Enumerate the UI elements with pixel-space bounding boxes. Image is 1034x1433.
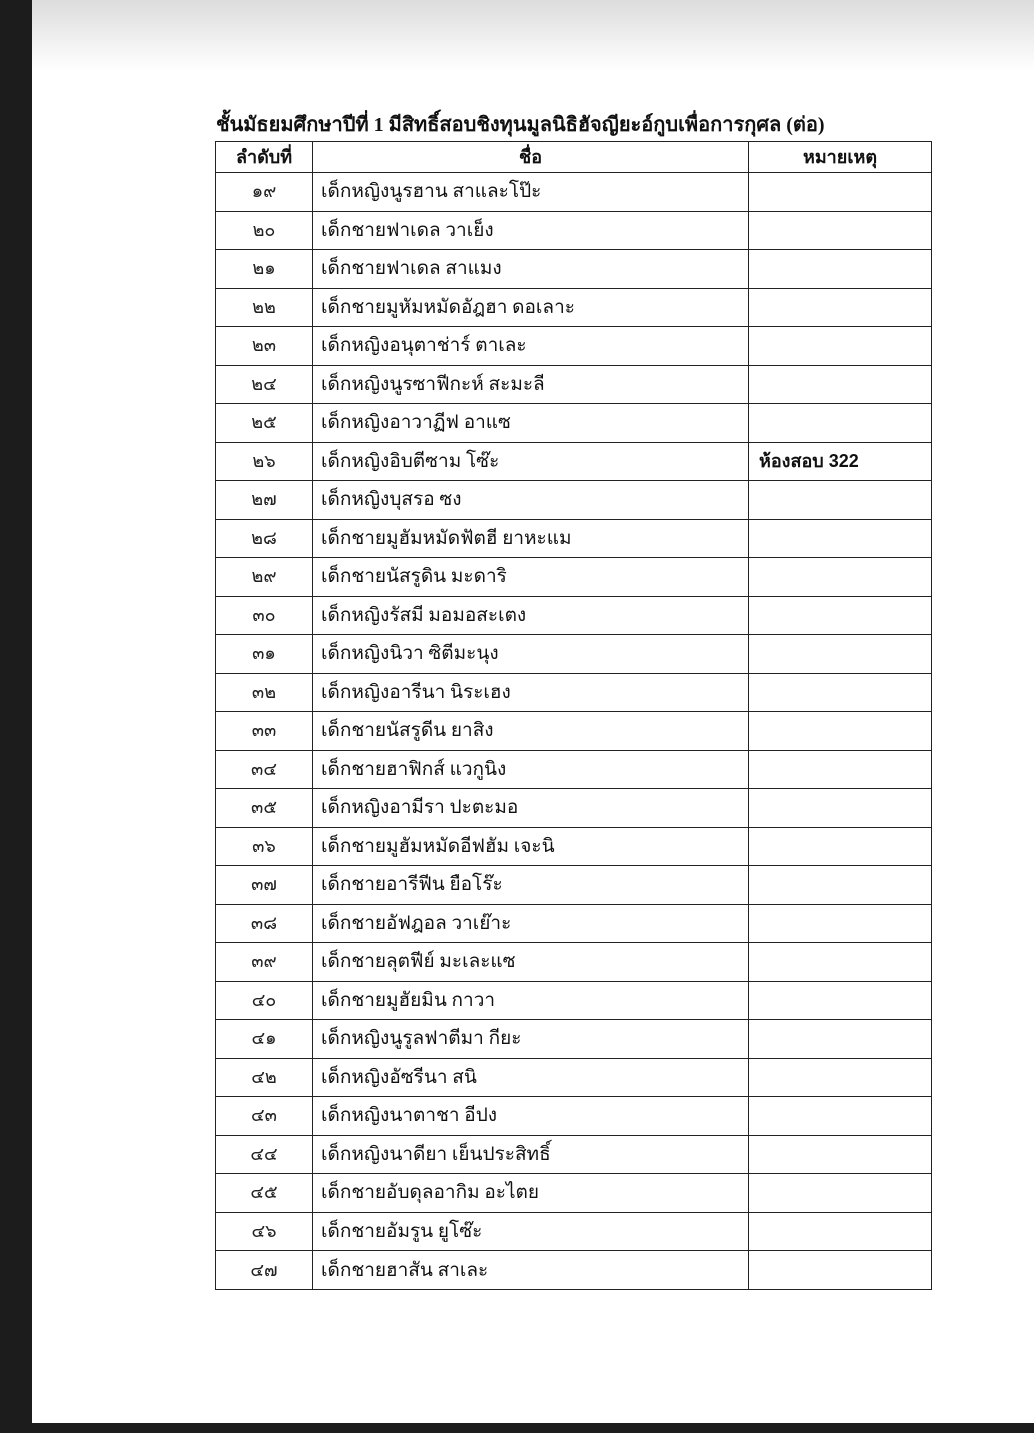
student-name: เด็กชายอับดุลอากิม อะไตย bbox=[313, 1174, 749, 1213]
student-name: เด็กหญิงอิบตีซาม โซ๊ะ bbox=[313, 442, 749, 481]
row-remark bbox=[749, 558, 932, 597]
student-name: เด็กหญิงบุสรอ ซง bbox=[313, 481, 749, 520]
student-name: เด็กชายมูหัมหมัดอัฎฮา ดอเลาะ bbox=[313, 288, 749, 327]
table-row bbox=[216, 866, 932, 905]
table-body bbox=[216, 173, 932, 1290]
table-row bbox=[216, 1212, 932, 1251]
row-number: ๒๙ bbox=[216, 558, 313, 597]
row-remark bbox=[749, 250, 932, 289]
student-name: เด็กชายนัสรูดีน ยาสิง bbox=[313, 712, 749, 751]
table-row bbox=[216, 442, 932, 481]
row-remark bbox=[749, 173, 932, 212]
row-remark bbox=[749, 981, 932, 1020]
row-number: ๔๑ bbox=[216, 1020, 313, 1059]
student-name: เด็กชายมูฮัมหมัดอีฟฮัม เจะนิ bbox=[313, 827, 749, 866]
student-name: เด็กชายอัมรูน ยูโซ๊ะ bbox=[313, 1212, 749, 1251]
student-name: เด็กชายฟาเดล สาแมง bbox=[313, 250, 749, 289]
row-number: ๔๗ bbox=[216, 1251, 313, 1290]
student-name: เด็กหญิงอามีรา ปะตะมอ bbox=[313, 789, 749, 828]
student-name: เด็กหญิงนาตาชา อีปง bbox=[313, 1097, 749, 1136]
student-name: เด็กหญิงนูรซาฟีกะห์ สะมะลี bbox=[313, 365, 749, 404]
table-row bbox=[216, 712, 932, 751]
row-number: ๒๗ bbox=[216, 481, 313, 520]
student-name: เด็กหญิงนิวา ซิตีมะนุง bbox=[313, 635, 749, 674]
table-row bbox=[216, 481, 932, 520]
row-remark bbox=[749, 596, 932, 635]
row-number: ๔๒ bbox=[216, 1058, 313, 1097]
row-remark bbox=[749, 481, 932, 520]
row-number: ๑๙ bbox=[216, 173, 313, 212]
row-remark bbox=[749, 327, 932, 366]
table-row bbox=[216, 1135, 932, 1174]
row-number: ๓๙ bbox=[216, 943, 313, 982]
row-remark bbox=[749, 635, 932, 674]
row-remark bbox=[749, 1058, 932, 1097]
row-remark bbox=[749, 1251, 932, 1290]
row-number: ๒๖ bbox=[216, 442, 313, 481]
table-row bbox=[216, 1251, 932, 1290]
row-remark bbox=[749, 1135, 932, 1174]
table-row bbox=[216, 981, 932, 1020]
row-remark bbox=[749, 904, 932, 943]
page-top-shadow bbox=[32, 0, 1034, 70]
row-remark bbox=[749, 1174, 932, 1213]
row-number: ๒๓ bbox=[216, 327, 313, 366]
row-remark bbox=[749, 211, 932, 250]
row-number: ๓๗ bbox=[216, 866, 313, 905]
student-name: เด็กหญิงนูรฮาน สาและโป๊ะ bbox=[313, 173, 749, 212]
row-number: ๓๔ bbox=[216, 750, 313, 789]
table-header-row bbox=[216, 142, 932, 173]
student-name: เด็กหญิงอนุตาช่าร์ ตาเละ bbox=[313, 327, 749, 366]
row-number: ๓๑ bbox=[216, 635, 313, 674]
student-name: เด็กชายมูฮัยมิน กาวา bbox=[313, 981, 749, 1020]
row-remark bbox=[749, 712, 932, 751]
row-remark bbox=[749, 519, 932, 558]
row-remark: ห้องสอบ 322 bbox=[749, 442, 932, 481]
row-number: ๓๖ bbox=[216, 827, 313, 866]
table-row bbox=[216, 288, 932, 327]
student-name: เด็กหญิงนาดียา เย็นประสิทธิ์ bbox=[313, 1135, 749, 1174]
table-row bbox=[216, 365, 932, 404]
student-name: เด็กหญิงรัสมี มอมอสะเตง bbox=[313, 596, 749, 635]
table-row bbox=[216, 250, 932, 289]
row-number: ๓๕ bbox=[216, 789, 313, 828]
table-row bbox=[216, 327, 932, 366]
column-header-name: ชื่อ bbox=[313, 142, 749, 173]
table-row bbox=[216, 827, 932, 866]
table-row bbox=[216, 789, 932, 828]
row-remark bbox=[749, 866, 932, 905]
student-name: เด็กหญิงอารีนา นิระเฮง bbox=[313, 673, 749, 712]
row-remark bbox=[749, 789, 932, 828]
row-remark bbox=[749, 1020, 932, 1059]
row-number: ๔๐ bbox=[216, 981, 313, 1020]
document-page bbox=[32, 0, 1034, 1423]
table-row bbox=[216, 519, 932, 558]
row-number: ๔๓ bbox=[216, 1097, 313, 1136]
row-remark bbox=[749, 1212, 932, 1251]
row-number: ๓๐ bbox=[216, 596, 313, 635]
row-remark bbox=[749, 827, 932, 866]
row-number: ๔๖ bbox=[216, 1212, 313, 1251]
student-name: เด็กชายฮาสัน สาเละ bbox=[313, 1251, 749, 1290]
student-name: เด็กชายฟาเดล วาเย็ง bbox=[313, 211, 749, 250]
student-name: เด็กหญิงนูรูลฟาตีมา กียะ bbox=[313, 1020, 749, 1059]
table-row bbox=[216, 596, 932, 635]
row-number: ๓๓ bbox=[216, 712, 313, 751]
student-list-table bbox=[215, 141, 932, 1290]
student-name: เด็กชายลุตฟีย์ มะเละแซ bbox=[313, 943, 749, 982]
row-remark bbox=[749, 673, 932, 712]
row-number: ๒๐ bbox=[216, 211, 313, 250]
row-number: ๔๔ bbox=[216, 1135, 313, 1174]
row-remark bbox=[749, 404, 932, 443]
document-title: ชั้นมัธยมศึกษาปีที่ 1 มีสิทธิ์สอบชิงทุนมูลนิธิฮัจญียะอ์กูบเพื่อการกุศล (ต่อ) bbox=[216, 114, 825, 136]
row-number: ๒๔ bbox=[216, 365, 313, 404]
row-number: ๒๑ bbox=[216, 250, 313, 289]
student-name: เด็กชายนัสรูดิน มะดาริ bbox=[313, 558, 749, 597]
table-row bbox=[216, 1097, 932, 1136]
student-name: เด็กชายอัฟฎอล วาเย๊าะ bbox=[313, 904, 749, 943]
row-remark bbox=[749, 943, 932, 982]
student-name: เด็กชายมูฮัมหมัดฟัตฮี ยาหะแม bbox=[313, 519, 749, 558]
column-header-remark: หมายเหตุ bbox=[749, 142, 932, 173]
student-name: เด็กชายอารีฟีน ยือโร๊ะ bbox=[313, 866, 749, 905]
column-header-number: ลำดับที่ bbox=[216, 142, 313, 173]
student-name: เด็กหญิงอาวาฏีฟ อาแซ bbox=[313, 404, 749, 443]
table-row bbox=[216, 1174, 932, 1213]
table-row bbox=[216, 635, 932, 674]
table-row bbox=[216, 750, 932, 789]
table-row bbox=[216, 673, 932, 712]
row-remark bbox=[749, 1097, 932, 1136]
student-name: เด็กชายฮาฟิกส์ แวกูนิง bbox=[313, 750, 749, 789]
row-number: ๒๒ bbox=[216, 288, 313, 327]
row-number: ๓๒ bbox=[216, 673, 313, 712]
table-row bbox=[216, 1020, 932, 1059]
row-number: ๓๘ bbox=[216, 904, 313, 943]
table-row bbox=[216, 943, 932, 982]
table-row bbox=[216, 404, 932, 443]
row-number: ๔๕ bbox=[216, 1174, 313, 1213]
table-row bbox=[216, 173, 932, 212]
table-row bbox=[216, 558, 932, 597]
row-number: ๒๘ bbox=[216, 519, 313, 558]
table-row bbox=[216, 1058, 932, 1097]
table-row bbox=[216, 211, 932, 250]
row-remark bbox=[749, 288, 932, 327]
student-name: เด็กหญิงอัซรีนา สนิ bbox=[313, 1058, 749, 1097]
row-remark bbox=[749, 365, 932, 404]
row-remark bbox=[749, 750, 932, 789]
table-row bbox=[216, 904, 932, 943]
row-number: ๒๕ bbox=[216, 404, 313, 443]
